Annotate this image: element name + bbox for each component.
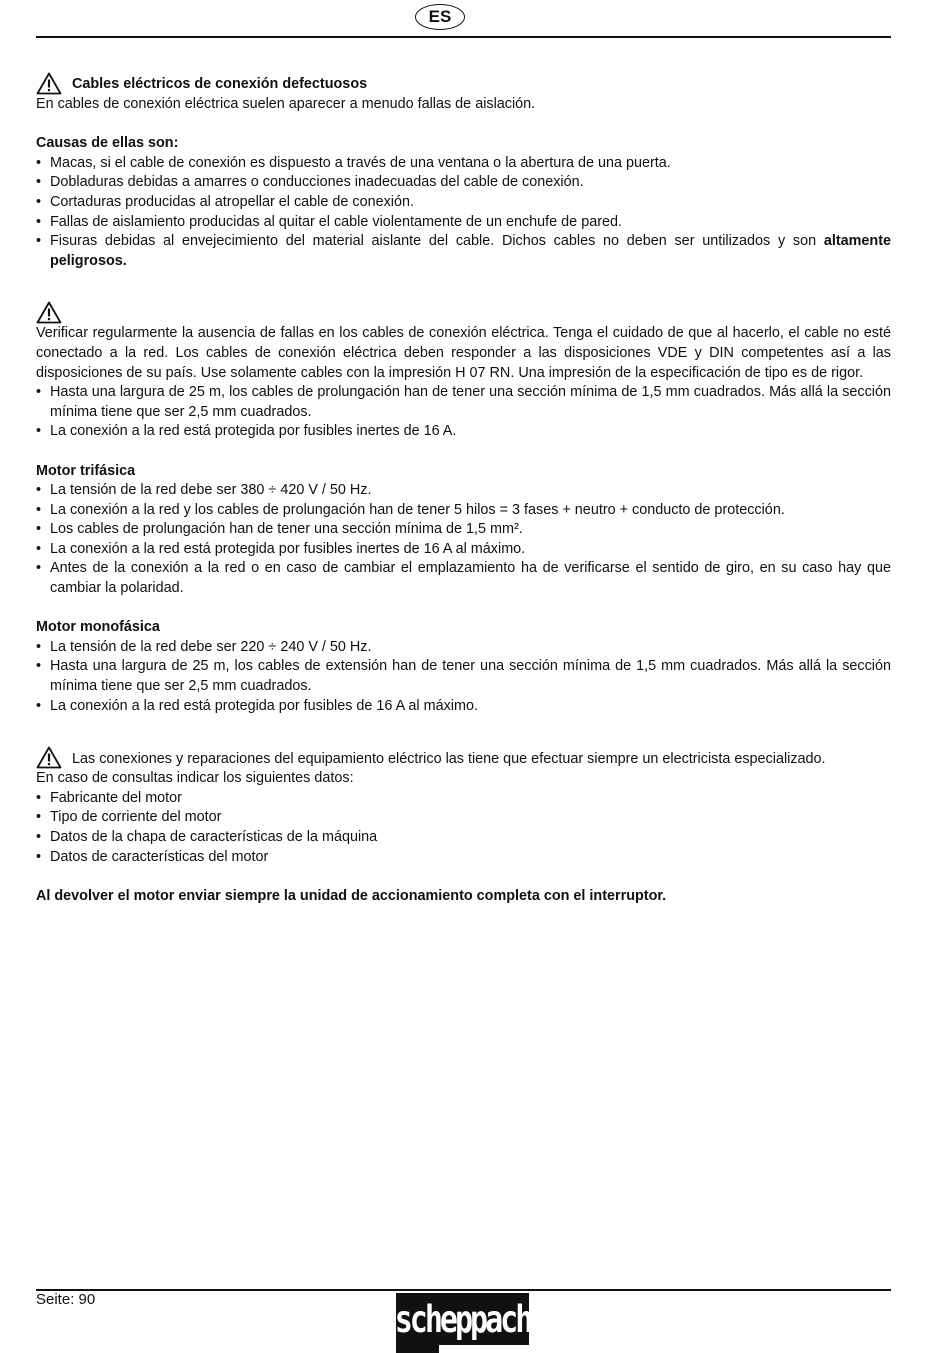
list-item: • La tensión de la red debe ser 220 ÷ 240 V / 50 Hz. [36, 638, 891, 658]
section-title: Motor monofásica [36, 619, 160, 636]
header-rule [36, 36, 891, 38]
warning-icon [36, 746, 62, 769]
list-item [36, 232, 891, 271]
page-number: Seite: 90 [36, 1291, 96, 1308]
list-item: • Fallas de aislamiento producidas al quitar el cable violentamente de un enchufe de pared. [36, 213, 891, 233]
paragraph: En caso de consultas indicar los siguientes datos: [36, 770, 354, 787]
closing-note: Al devolver el motor enviar siempre la unidad de accionamiento completa con el interruptor. [36, 887, 667, 904]
list-item: • Los cables de prolungación han de tener una sección mínima de 1,5 mm². [36, 520, 891, 540]
causes-list [36, 154, 891, 272]
cable-requirements-list [36, 383, 891, 442]
warning-icon [36, 301, 62, 324]
three-phase-list [36, 481, 891, 599]
list-item-text: Fisuras debidas al envejecimiento del material aislante del cable. Dichos cables no deben ser untilizados y son [50, 233, 824, 250]
brand-logo [396, 1293, 529, 1353]
section-title: Causas de ellas son: [36, 135, 179, 152]
danger-emphasis: altamente peligrosos. [50, 233, 891, 269]
warning-icon [36, 72, 62, 95]
list-item: • La tensión de la red debe ser 380 ÷ 420 V / 50 Hz. [36, 481, 891, 501]
footer-rule [36, 1289, 891, 1291]
electrician-warning [36, 746, 891, 769]
list-item: • Cortaduras producidas al atropellar el cable de conexión. [36, 193, 891, 213]
list-item: • La conexión a la red está protegida por fusibles de 16 A al máximo. [36, 697, 891, 717]
list-item: • La conexión a la red está protegida por fusibles inertes de 16 A al máximo. [36, 540, 891, 560]
list-item: • Hasta una largura de 25 m, los cables de prolungación han de tener una sección mínima de 1,5 mm cuadrados. Más allá la sección mínima tiene que ser 2,5 mm cuadrados. [36, 383, 891, 422]
logo-text: scheppach [394, 1298, 531, 1343]
paragraph: En cables de conexión eléctrica suelen aparecer a menudo fallas de aislación. [36, 96, 536, 112]
list-item: • Fabricante del motor [36, 789, 891, 809]
list-item: • Tipo de corriente del motor [36, 808, 891, 828]
list-item: • La conexión a la red y los cables de prolungación han de tener 5 hilos = 3 fases + neutro + conducto de protección. [36, 501, 891, 521]
page-content [36, 72, 891, 906]
list-item: • Antes de la conexión a la red o en caso de cambiar el emplazamiento ha de verificarse el sentido de giro, en su caso hay que cambiar la polaridad. [36, 559, 891, 598]
single-phase-list [36, 638, 891, 716]
section-defective-cables-heading [36, 72, 891, 95]
list-item: • Macas, si el cable de conexión es dispuesto a través de una ventana o la abertura de una puerta. [36, 154, 891, 174]
section-title: Motor trifásica [36, 462, 136, 479]
section-title: Cables eléctricos de conexión defectuosos [72, 76, 368, 93]
list-item: • Dobladuras debidas a amarres o conducciones inadecuadas del cable de conexión. [36, 173, 891, 193]
list-item: • La conexión a la red está protegida por fusibles inertes de 16 A. [36, 422, 891, 442]
language-badge: ES [415, 4, 465, 30]
list-item: • Datos de características del motor [36, 848, 891, 868]
list-item: • Datos de la chapa de características de la máquina [36, 828, 891, 848]
warning-text: Las conexiones y reparaciones del equipamiento eléctrico las tiene que efectuar siempre un electricista especializado. [72, 750, 826, 767]
paragraph: Verificar regularmente la ausencia de fallas en los cables de conexión eléctrica. Tenga el cuidado de que al hacerlo, el cable no esté conectado a la red. Los cables de conexión eléctrica deben responder a las disposiciones VDE y DIN competentes así a las disposiciones de su país. Use solamente cables con la impresión H 07 RN. Una impresión de la especificación de tipo es de rigor. [36, 325, 891, 381]
list-item: • Hasta una largura de 25 m, los cables de extensión han de tener una sección mínima de 1,5 mm cuadrados. Más allá la sección mínima tiene que ser 2,5 mm cuadrados. [36, 657, 891, 696]
inquiry-data-list [36, 789, 891, 867]
